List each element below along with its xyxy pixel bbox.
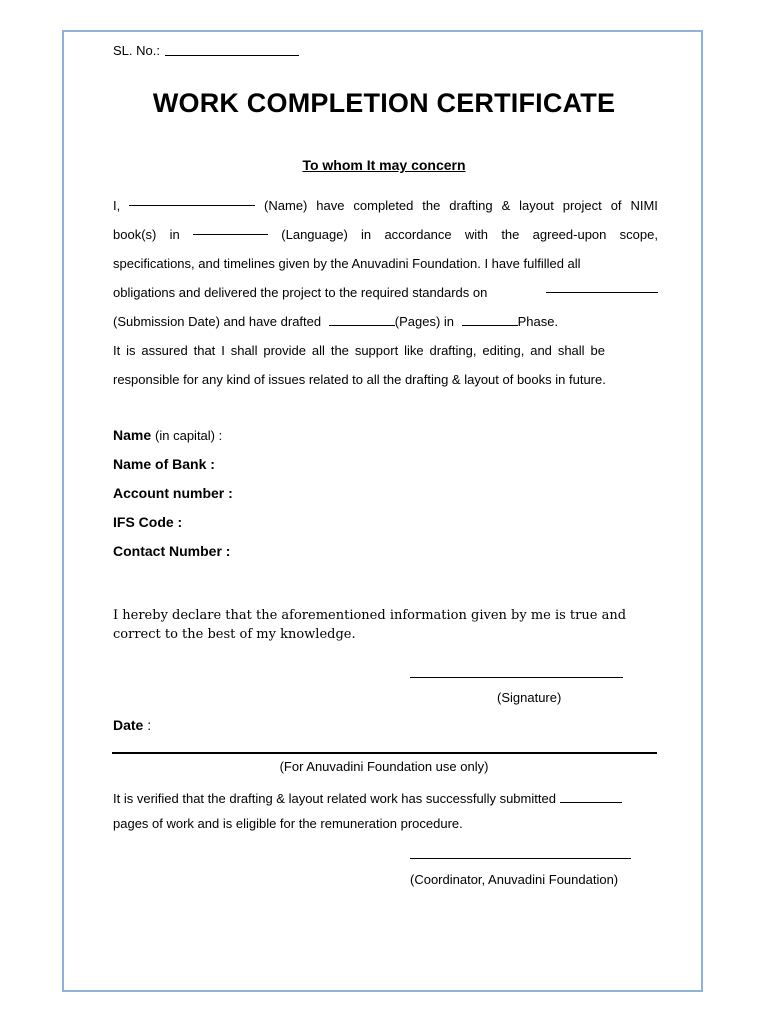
body-line-4 [113,278,658,307]
body-text: (Name) [264,198,308,213]
subtitle: To whom It may concern [302,157,466,173]
body-text: (Language) [281,227,348,242]
date-colon: : [147,717,152,733]
body-line-7: responsible for any kind of issues related to all the drafting & layout of books in future. [113,372,606,387]
declaration-text: I hereby declare that the aforementioned information given by me is true and correct to the best of my knowledge. [113,608,627,642]
body-text: obligations and delivered the project to the required standards on [113,285,488,300]
body-text: (Submission Date) and have drafted [113,314,322,329]
body-text: have [316,198,345,213]
body-text: of [610,198,622,213]
name-field [113,427,222,443]
contact-field [113,543,230,559]
body-text: with [464,227,489,242]
bank-label: Name of Bank : [113,456,215,472]
account-label: Account number : [113,485,233,501]
body-text: I, [113,198,121,213]
pages-submitted-blank[interactable] [560,788,622,803]
bank-field [113,456,215,472]
body-text: in [169,227,180,242]
foundation-use-label: (For Anuvadini Foundation use only) [279,759,489,774]
verify-text: It is verified that the drafting & layout related work has successfully submitted [113,791,556,806]
body-text: project [562,198,602,213]
ifs-label: IFS Code : [113,514,183,530]
account-field [113,485,233,501]
body-line-3: specifications, and timelines given by the Anuvadini Foundation. I have fulfilled all [113,256,581,271]
body-text: the [422,198,441,213]
verify-line-2: pages of work and is eligible for the remuneration procedure. [113,816,463,831]
name-note: (in capital) : [155,428,223,443]
sl-no-label: SL. No.: [113,43,160,58]
page-title: WORK COMPLETION CERTIFICATE [152,88,616,118]
signature-label: (Signature) [497,690,562,705]
body-line-1 [113,191,658,220]
body-text: in [361,227,372,242]
ifs-field [113,514,182,530]
page-border [62,30,703,992]
coordinator-signature-line[interactable] [410,858,631,859]
body-text: layout [519,198,554,213]
body-text: (Pages) in [394,314,454,329]
body-text: NIMI [630,198,658,213]
body-text: scope, [619,227,658,242]
body-text: the [501,227,520,242]
body-line-6: It is assured that I shall provide all the support like drafting, editing, and shall be [113,343,605,358]
body-line-2 [113,220,658,249]
name-label: Name [113,427,152,443]
date-field [113,717,151,733]
body-text: book(s) [113,227,157,242]
phase-blank[interactable] [462,311,518,326]
body-line-5 [113,307,658,336]
body-text: agreed-upon [532,227,607,242]
body-text: completed [353,198,414,213]
body-text: Phase. [517,314,559,329]
body-paragraph [113,191,658,394]
contact-label: Contact Number : [113,543,231,559]
signature-line[interactable] [410,677,623,678]
body-text: accordance [384,227,452,242]
pages-blank[interactable] [329,311,395,326]
submission-date-blank[interactable] [546,278,658,293]
body-text: drafting [449,198,493,213]
body-text: & [501,198,511,213]
language-blank[interactable] [193,220,268,235]
date-label: Date [113,717,144,733]
section-divider [112,752,657,754]
name-blank[interactable] [129,191,255,206]
verify-line-1 [113,788,622,806]
coordinator-label: (Coordinator, Anuvadini Foundation) [410,872,619,887]
sl-no-blank[interactable] [165,55,299,56]
